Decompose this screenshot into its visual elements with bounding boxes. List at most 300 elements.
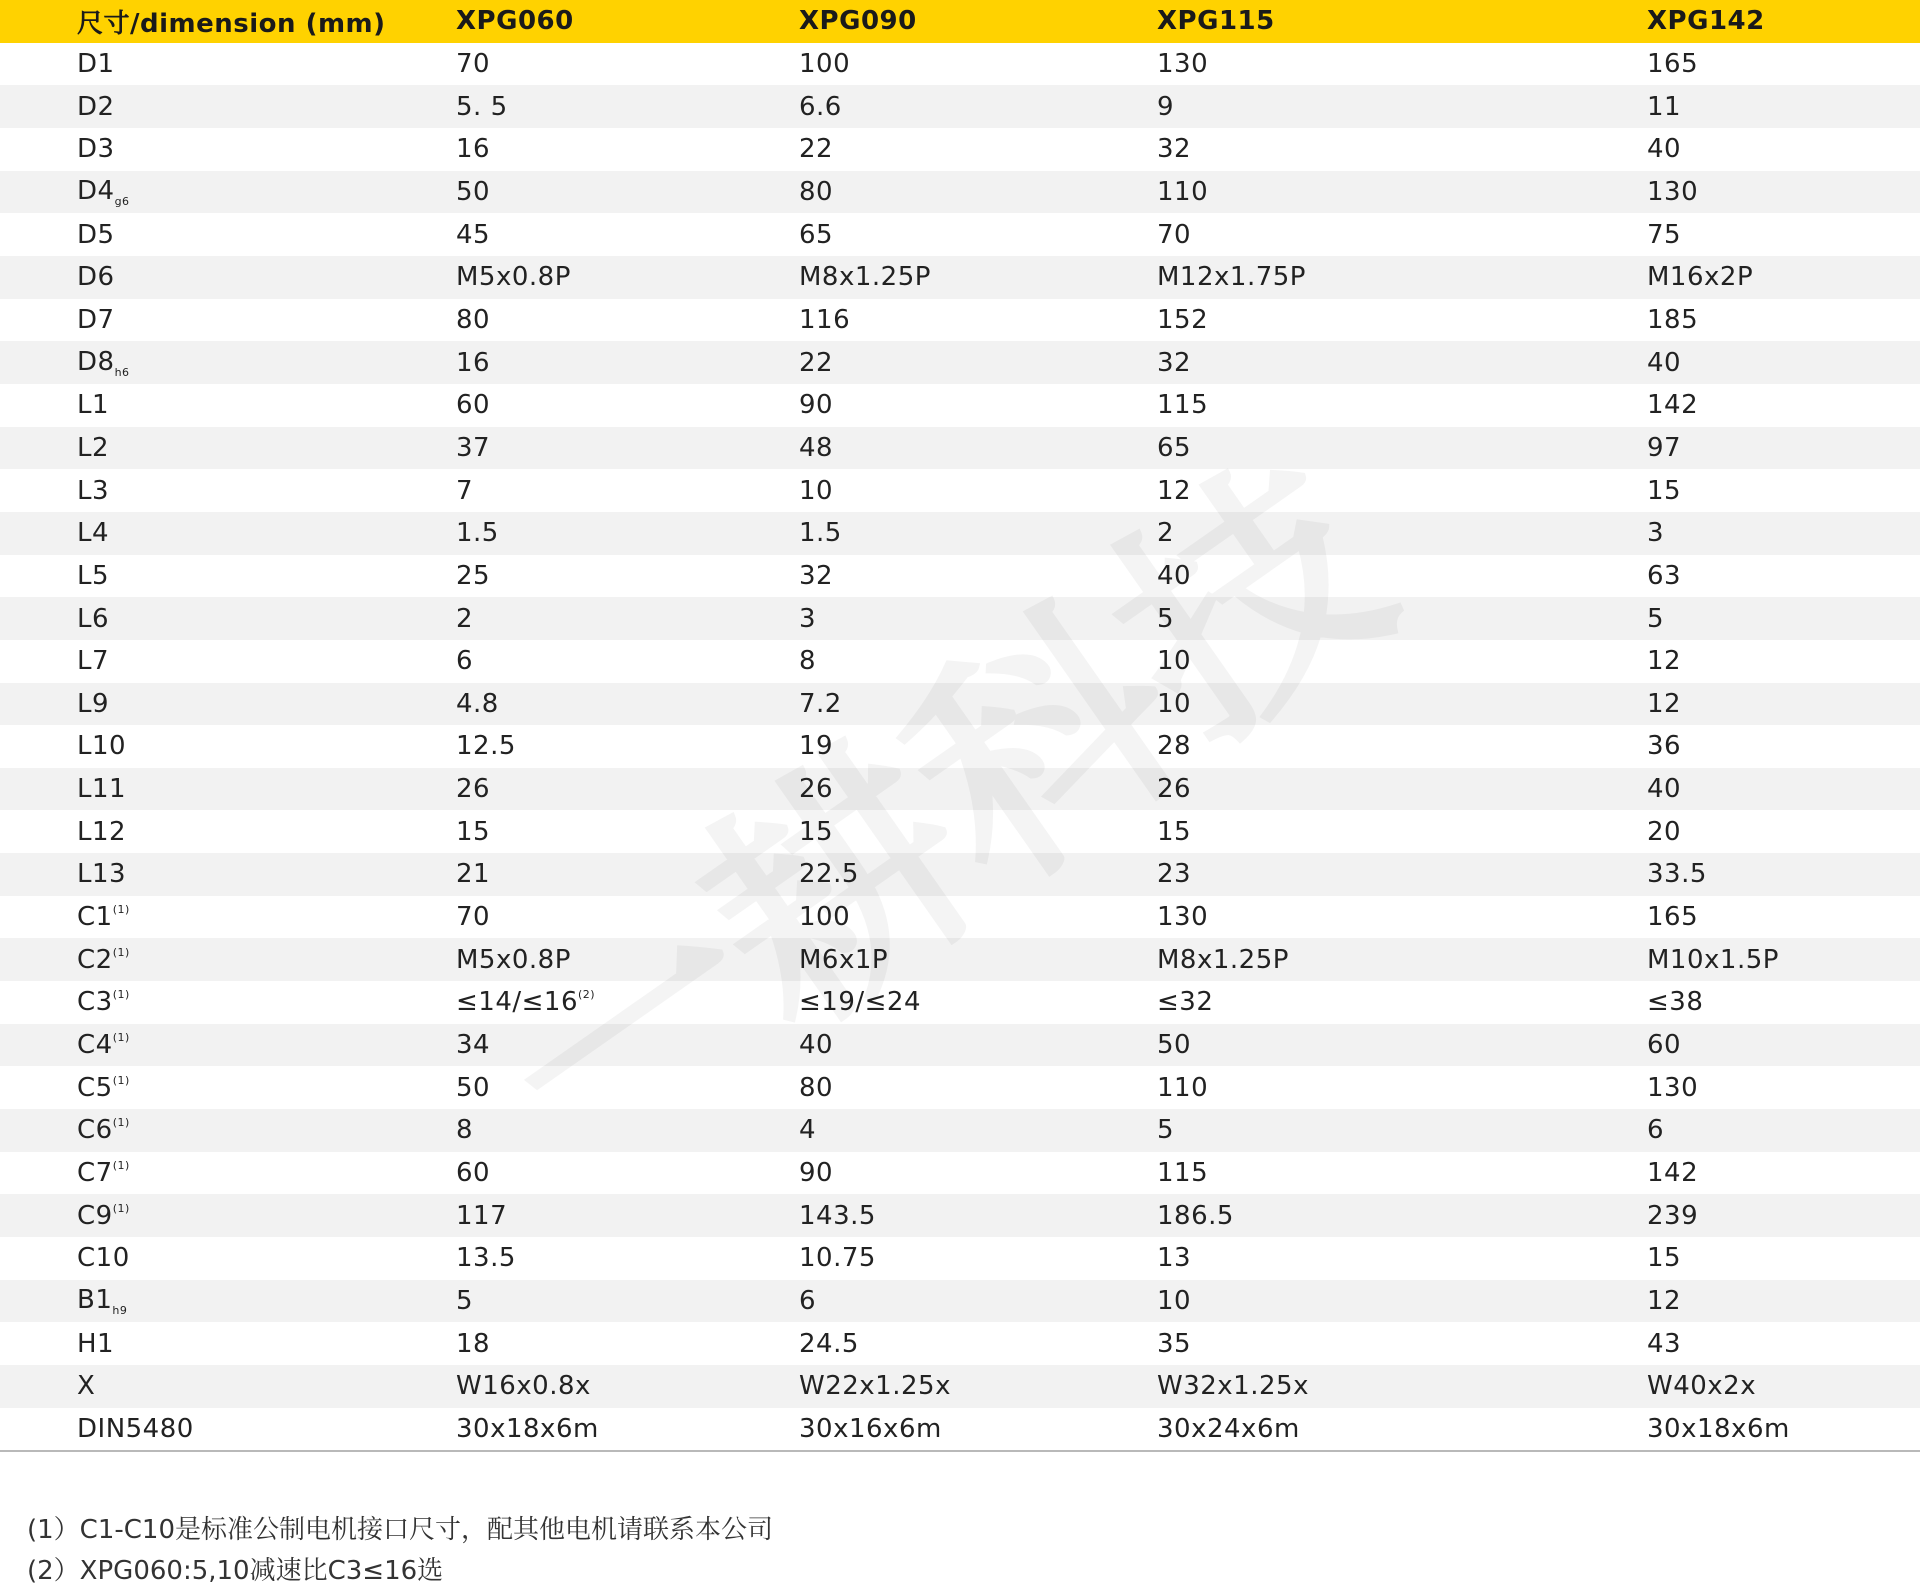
table-header-row	[0, 0, 1920, 43]
row-label-text: C10	[77, 1243, 130, 1274]
cell-value	[1647, 85, 1920, 128]
cell-value	[799, 43, 1157, 86]
row-label	[0, 725, 456, 768]
row-label	[0, 299, 456, 342]
table-row	[0, 853, 1920, 896]
table-row	[0, 341, 1920, 384]
cell-value	[456, 1152, 799, 1195]
cell-value-text: 30x18x6m	[456, 1413, 599, 1444]
header-dimension: 尺寸/dimension (mm)	[77, 8, 386, 39]
row-label-text: C6	[77, 1115, 113, 1146]
cell-value	[1157, 171, 1647, 214]
cell-value	[799, 1408, 1157, 1452]
row-label-text: C3	[77, 987, 113, 1018]
cell-value	[1647, 1024, 1920, 1067]
cell-value	[456, 810, 799, 853]
cell-value-text: 130	[1647, 1072, 1699, 1103]
cell-value-text: 90	[799, 1158, 834, 1189]
cell-value	[799, 810, 1157, 853]
cell-value-text: M16x2P	[1647, 262, 1754, 293]
cell-value	[1647, 725, 1920, 768]
table-row	[0, 128, 1920, 171]
cell-value-text: 20	[1647, 816, 1682, 847]
cell-value	[799, 1066, 1157, 1109]
cell-value-text: 10	[1157, 646, 1192, 677]
cell-value-text: 10	[1157, 688, 1192, 719]
cell-value-text: 12	[1157, 475, 1192, 506]
row-label-text: D6	[77, 262, 115, 293]
row-label-text: L12	[77, 816, 127, 847]
cell-value	[1647, 683, 1920, 726]
footnote-marker: (1)	[112, 1116, 130, 1130]
cell-value	[1157, 810, 1647, 853]
cell-value-text: 30x24x6m	[1157, 1413, 1300, 1444]
cell-value-text: 100	[799, 902, 851, 933]
cell-value	[799, 1194, 1157, 1237]
row-label-text: D4	[77, 175, 115, 206]
cell-value-text: 7.2	[799, 688, 842, 719]
cell-value-text: M5x0.8P	[456, 262, 571, 293]
cell-value-text: ≤14/≤16	[456, 987, 578, 1018]
row-label	[0, 1066, 456, 1109]
cell-value-text: 165	[1647, 48, 1699, 79]
cell-value	[1647, 640, 1920, 683]
footnotes	[27, 1510, 773, 1592]
cell-value-text: 70	[1157, 219, 1192, 250]
tolerance-subscript: h6	[114, 365, 130, 379]
cell-value	[456, 981, 799, 1024]
cell-value-text: 80	[799, 176, 834, 207]
cell-value-text: 5	[1157, 603, 1175, 634]
cell-value	[799, 427, 1157, 470]
row-label	[0, 341, 456, 384]
cell-value-text: 185	[1647, 304, 1699, 335]
row-label	[0, 640, 456, 683]
cell-value-text: 15	[799, 816, 834, 847]
row-label-text: C4	[77, 1030, 113, 1061]
row-label	[0, 171, 456, 214]
cell-value	[1157, 427, 1647, 470]
cell-value	[799, 213, 1157, 256]
cell-value-text: 40	[1647, 347, 1682, 378]
cell-value	[799, 1109, 1157, 1152]
row-label	[0, 85, 456, 128]
table-row	[0, 1322, 1920, 1365]
row-label-text: H1	[77, 1328, 115, 1359]
row-label	[0, 384, 456, 427]
cell-value-text: 10	[799, 475, 834, 506]
cell-value-text: 1.5	[799, 518, 842, 549]
row-label-text: D8	[77, 346, 115, 377]
cell-value	[1157, 512, 1647, 555]
row-label-text: D3	[77, 134, 115, 165]
cell-value-text: 33.5	[1647, 859, 1707, 890]
cell-value-text: 110	[1157, 176, 1209, 207]
footnote-1: (1）C1-C10是标准公制电机接口尺寸，配其他电机请联系本公司	[27, 1515, 774, 1545]
cell-value	[1157, 43, 1647, 86]
cell-value	[1647, 384, 1920, 427]
row-label-text: L1	[77, 390, 110, 421]
cell-value-text: 70	[456, 48, 491, 79]
footnote-marker: (1)	[112, 1073, 130, 1087]
cell-value-text: 34	[456, 1030, 491, 1061]
cell-value-text: W32x1.25x	[1157, 1371, 1309, 1402]
cell-value-text: 75	[1647, 219, 1682, 250]
cell-value	[1157, 213, 1647, 256]
row-label-text: L11	[77, 774, 127, 805]
cell-value-text: 18	[456, 1328, 491, 1359]
cell-value	[799, 128, 1157, 171]
row-label	[0, 555, 456, 598]
cell-value-text: 90	[799, 390, 834, 421]
cell-value-text: 5	[1647, 603, 1665, 634]
cell-value	[456, 938, 799, 981]
cell-value	[1157, 597, 1647, 640]
cell-value	[1157, 981, 1647, 1024]
cell-value	[1647, 597, 1920, 640]
table-row	[0, 981, 1920, 1024]
footnote-marker: (2)	[578, 988, 596, 1002]
cell-value-text: 65	[1157, 432, 1192, 463]
cell-value	[456, 469, 799, 512]
cell-value	[456, 85, 799, 128]
cell-value	[456, 1109, 799, 1152]
cell-value-text: 110	[1157, 1072, 1209, 1103]
cell-value-text: 80	[456, 304, 491, 335]
cell-value-text: 6	[799, 1286, 817, 1317]
cell-value	[799, 640, 1157, 683]
cell-value	[456, 555, 799, 598]
row-label	[0, 1237, 456, 1280]
cell-value	[1647, 853, 1920, 896]
cell-value	[1157, 725, 1647, 768]
cell-value-text: 2	[1157, 518, 1175, 549]
row-label	[0, 938, 456, 981]
cell-value-text: 22	[799, 134, 834, 165]
cell-value-text: ≤32	[1157, 987, 1214, 1018]
table-row	[0, 555, 1920, 598]
cell-value-text: 117	[456, 1200, 508, 1231]
cell-value	[1157, 938, 1647, 981]
cell-value-text: 3	[1647, 518, 1665, 549]
cell-value	[799, 597, 1157, 640]
cell-value-text: 8	[799, 646, 817, 677]
cell-value-text: 8	[456, 1115, 474, 1146]
footnote-marker: (1)	[112, 945, 130, 959]
cell-value-text: 22	[799, 347, 834, 378]
row-label-text: L2	[77, 432, 110, 463]
cell-value	[1647, 43, 1920, 86]
cell-value	[1157, 299, 1647, 342]
cell-value-text: 60	[456, 1158, 491, 1189]
cell-value	[1647, 1194, 1920, 1237]
cell-value-text: 13	[1157, 1243, 1192, 1274]
table-row	[0, 1408, 1920, 1452]
footnote-2: (2）XPG060:5,10减速比C3≤16选	[27, 1556, 444, 1586]
cell-value-text: 10.75	[799, 1243, 876, 1274]
cell-value	[1157, 469, 1647, 512]
cell-value	[1647, 1109, 1920, 1152]
cell-value-text: M12x1.75P	[1157, 262, 1306, 293]
cell-value-text: 12	[1647, 688, 1682, 719]
row-label-text: D2	[77, 91, 115, 122]
table-row	[0, 469, 1920, 512]
cell-value	[799, 1280, 1157, 1323]
cell-value-text: 4	[799, 1115, 817, 1146]
cell-value-text: 16	[456, 347, 491, 378]
cell-value	[799, 938, 1157, 981]
cell-value	[1157, 1152, 1647, 1195]
cell-value	[456, 43, 799, 86]
cell-value-text: 130	[1157, 48, 1209, 79]
row-label	[0, 512, 456, 555]
cell-value-text: 50	[1157, 1030, 1192, 1061]
row-label-text: L4	[77, 518, 110, 549]
header-model: XPG115	[1157, 6, 1275, 37]
cell-value-text: 21	[456, 859, 491, 890]
cell-value	[1647, 938, 1920, 981]
row-label	[0, 128, 456, 171]
cell-value-text: 26	[1157, 774, 1192, 805]
row-label-text: L10	[77, 731, 127, 762]
cell-value-text: 60	[1647, 1030, 1682, 1061]
row-label	[0, 597, 456, 640]
cell-value-text: 115	[1157, 1158, 1209, 1189]
cell-value	[456, 299, 799, 342]
cell-value	[1157, 1109, 1647, 1152]
footnote-marker: (1)	[112, 903, 130, 917]
cell-value-text: 6.6	[799, 91, 842, 122]
cell-value-text: 12	[1647, 1286, 1682, 1317]
cell-value	[1647, 256, 1920, 299]
cell-value	[1157, 1365, 1647, 1408]
cell-value-text: 45	[456, 219, 491, 250]
table-row	[0, 725, 1920, 768]
cell-value-text: 37	[456, 432, 491, 463]
cell-value	[1157, 384, 1647, 427]
cell-value-text: W16x0.8x	[456, 1371, 591, 1402]
cell-value	[799, 853, 1157, 896]
cell-value	[799, 896, 1157, 939]
cell-value-text: 50	[456, 1072, 491, 1103]
table-row	[0, 427, 1920, 470]
cell-value-text: 22.5	[799, 859, 859, 890]
cell-value-text: 239	[1647, 1200, 1699, 1231]
table-row	[0, 512, 1920, 555]
cell-value	[456, 1024, 799, 1067]
cell-value	[456, 384, 799, 427]
table-row	[0, 1024, 1920, 1067]
cell-value	[456, 1365, 799, 1408]
row-label	[0, 853, 456, 896]
cell-value	[1647, 512, 1920, 555]
cell-value-text: 5. 5	[456, 91, 508, 122]
cell-value	[799, 725, 1157, 768]
table-row	[0, 1280, 1920, 1323]
cell-value	[1157, 128, 1647, 171]
cell-value-text: M8x1.25P	[1157, 944, 1289, 975]
cell-value	[1157, 1322, 1647, 1365]
cell-value	[1157, 1280, 1647, 1323]
table-row	[0, 256, 1920, 299]
table-row	[0, 938, 1920, 981]
cell-value-text: 186.5	[1157, 1200, 1234, 1231]
cell-value	[799, 1322, 1157, 1365]
cell-value	[799, 768, 1157, 811]
cell-value	[1647, 1237, 1920, 1280]
cell-value	[1157, 768, 1647, 811]
row-label	[0, 1109, 456, 1152]
cell-value	[456, 1322, 799, 1365]
cell-value-text: 25	[456, 560, 491, 591]
cell-value	[799, 469, 1157, 512]
cell-value-text: 130	[1157, 902, 1209, 933]
cell-value-text: 165	[1647, 902, 1699, 933]
cell-value-text: 40	[799, 1030, 834, 1061]
table-body	[0, 43, 1920, 1452]
cell-value	[799, 555, 1157, 598]
row-label	[0, 981, 456, 1024]
cell-value-text: 6	[1647, 1115, 1665, 1146]
row-label-text: DIN5480	[77, 1413, 194, 1444]
cell-value	[799, 1152, 1157, 1195]
table-row	[0, 384, 1920, 427]
table-row	[0, 1237, 1920, 1280]
cell-value	[456, 1280, 799, 1323]
cell-value-text: 19	[799, 731, 834, 762]
row-label	[0, 1322, 456, 1365]
cell-value	[1157, 555, 1647, 598]
row-label	[0, 1365, 456, 1408]
cell-value	[799, 1365, 1157, 1408]
cell-value-text: 2	[456, 603, 474, 634]
cell-value	[456, 1066, 799, 1109]
row-label-text: C7	[77, 1158, 113, 1189]
cell-value	[799, 256, 1157, 299]
table-row	[0, 213, 1920, 256]
footnote-marker: (1)	[112, 1031, 130, 1045]
cell-value-text: 40	[1157, 560, 1192, 591]
row-label-text: L7	[77, 646, 110, 677]
cell-value	[456, 853, 799, 896]
cell-value	[799, 171, 1157, 214]
cell-value	[1647, 896, 1920, 939]
cell-value-text: 115	[1157, 390, 1209, 421]
cell-value	[799, 683, 1157, 726]
cell-value-text: 16	[456, 134, 491, 165]
row-label-text: L9	[77, 688, 110, 719]
row-label	[0, 683, 456, 726]
cell-value-text: 43	[1647, 1328, 1682, 1359]
cell-value-text: 3	[799, 603, 817, 634]
cell-value	[456, 171, 799, 214]
table-row	[0, 171, 1920, 214]
table-row	[0, 1194, 1920, 1237]
cell-value-text: M10x1.5P	[1647, 944, 1779, 975]
cell-value	[1647, 128, 1920, 171]
row-label-text: D1	[77, 48, 115, 79]
cell-value	[456, 640, 799, 683]
cell-value-text: 50	[456, 176, 491, 207]
cell-value	[1647, 1066, 1920, 1109]
footnote-marker: (1)	[112, 1201, 130, 1215]
table-row	[0, 1109, 1920, 1152]
cell-value	[1157, 896, 1647, 939]
cell-value-text: 40	[1647, 134, 1682, 165]
cell-value-text: 143.5	[799, 1200, 876, 1231]
table-row	[0, 1365, 1920, 1408]
cell-value	[456, 341, 799, 384]
cell-value	[799, 384, 1157, 427]
row-label	[0, 256, 456, 299]
table-row	[0, 1152, 1920, 1195]
cell-value-text: W40x2x	[1647, 1371, 1757, 1402]
row-label	[0, 43, 456, 86]
cell-value-text: 24.5	[799, 1328, 859, 1359]
row-label-text: C5	[77, 1072, 113, 1103]
row-label-text: L13	[77, 859, 127, 890]
cell-value	[799, 341, 1157, 384]
row-label	[0, 810, 456, 853]
cell-value	[456, 128, 799, 171]
cell-value	[1157, 1237, 1647, 1280]
header-model: XPG090	[799, 6, 917, 37]
cell-value-text: 4.8	[456, 688, 499, 719]
cell-value-text: 12	[1647, 646, 1682, 677]
cell-value	[1647, 1365, 1920, 1408]
cell-value-text: 28	[1157, 731, 1192, 762]
cell-value	[799, 1024, 1157, 1067]
cell-value	[1647, 341, 1920, 384]
row-label	[0, 1408, 456, 1452]
row-label-text: D5	[77, 219, 115, 250]
row-label	[0, 1194, 456, 1237]
cell-value-text: 10	[1157, 1286, 1192, 1317]
cell-value-text: 26	[456, 774, 491, 805]
row-label-text: B1	[77, 1285, 113, 1316]
cell-value	[1157, 1408, 1647, 1452]
cell-value	[1157, 853, 1647, 896]
table-row	[0, 896, 1920, 939]
cell-value	[1157, 1194, 1647, 1237]
table-row	[0, 43, 1920, 86]
row-label	[0, 427, 456, 470]
cell-value-text: 7	[456, 475, 474, 506]
cell-value-text: ≤19/≤24	[799, 987, 921, 1018]
cell-value	[456, 896, 799, 939]
table-row	[0, 768, 1920, 811]
cell-value-text: 11	[1647, 91, 1682, 122]
cell-value-text: 130	[1647, 176, 1699, 207]
cell-value-text: 63	[1647, 560, 1682, 591]
cell-value	[456, 256, 799, 299]
cell-value-text: 142	[1647, 1158, 1699, 1189]
cell-value-text: M5x0.8P	[456, 944, 571, 975]
header-model: XPG060	[456, 6, 574, 37]
row-label-text: D7	[77, 304, 115, 335]
cell-value-text: 32	[799, 560, 834, 591]
cell-value-text: 9	[1157, 91, 1175, 122]
row-label-text: X	[77, 1371, 96, 1402]
tolerance-subscript: g6	[114, 194, 130, 208]
cell-value	[456, 512, 799, 555]
table-row	[0, 640, 1920, 683]
row-label	[0, 469, 456, 512]
cell-value	[1647, 555, 1920, 598]
cell-value	[1647, 1408, 1920, 1452]
table-row	[0, 597, 1920, 640]
cell-value-text: 26	[799, 774, 834, 805]
